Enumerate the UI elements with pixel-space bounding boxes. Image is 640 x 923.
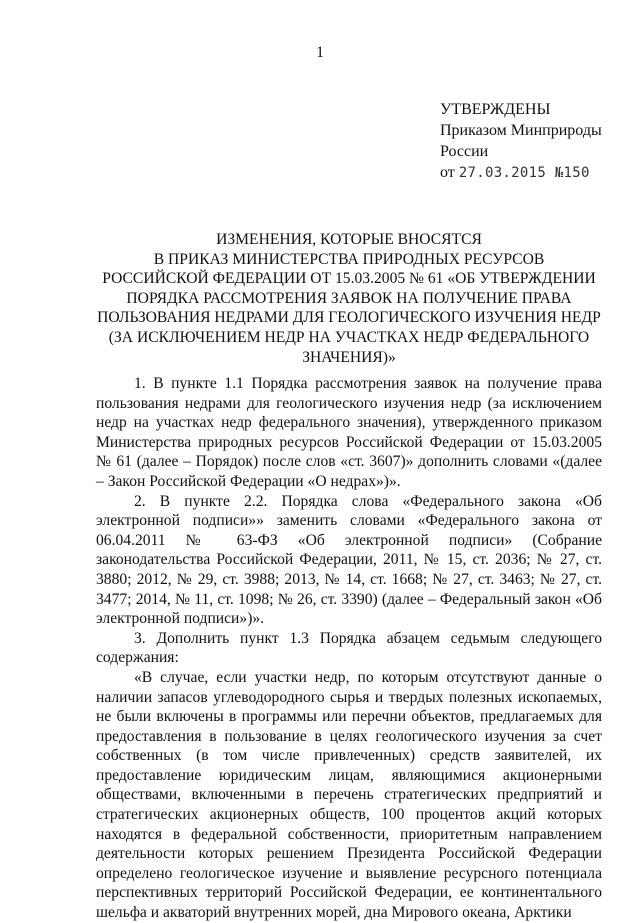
approval-country-line: России bbox=[440, 143, 489, 160]
paragraph-3: 3. Дополнить пункт 1.3 Порядка абзацем седьмым следующего содержания: bbox=[96, 629, 602, 667]
approval-date-line bbox=[440, 162, 630, 184]
title-line: ИЗМЕНЕНИЯ, КОТОРЫЕ ВНОСЯТСЯ bbox=[216, 231, 482, 248]
paragraph-4: «В случае, если участки недр, по которым отсутствуют данные о наличии запасов углеводородного сырья и твердых полезных ископаемых, не были включены в программы или перечни объектов, предлагаемых для предоставления в пользование в целях геологического изучения за счет собственных (в том числе привлеченных) средств заявителей, их предоставление юридическим лицам, являющимися акционерными обществами, включенными в перечень стратегических предприятий и стратегических акционерных обществ, 100 процентов акций которых находятся в федеральной собственности, приоритетным направлением деятельности которых решением Президента Российской Федерации определено геологическое изучение и выявление ресурсного потенциала перспективных территорий Российской Федерации, ее континентального шельфа и акваторий внутренних морей, дна Мирового океана, Арктики bbox=[96, 668, 602, 922]
approval-status: УТВЕРЖДЕНЫ bbox=[440, 101, 551, 118]
approval-block bbox=[440, 99, 630, 184]
approval-date-prefix: от bbox=[440, 164, 455, 181]
title-line: ПОЛЬЗОВАНИЯ НЕДРАМИ ДЛЯ ГЕОЛОГИЧЕСКОГО ИЗУЧЕНИЯ НЕДР bbox=[97, 309, 601, 327]
document-body bbox=[96, 374, 602, 923]
title-line: ЗНАЧЕНИЯ)» bbox=[302, 348, 396, 366]
approval-order-line: Приказом Минприроды bbox=[440, 122, 602, 139]
page-number: 1 bbox=[316, 44, 324, 61]
paragraph-2: 2. В пункте 2.2. Порядка слова «Федерального закона «Об электронной подписи»» заменить словами «Федерального закона от 06.04.2011 № 63-ФЗ «Об электронной подписи» (Собрание законодательства Российской Федерации, 2011, № 15, ст. 2036; № 27, ст. 3880; 2012, № 29, ст. 3988; 2013, № 14, ст. 1668; № 27, ст. 3463; № 27, ст. 3477; 2014, № 11, ст. 1098; № 26, ст. 3390) (далее – Федеральный закон «Об электронной подписи»)». bbox=[96, 492, 602, 628]
document-title bbox=[96, 230, 602, 367]
title-line: В ПРИКАЗ МИНИСТЕРСТВА ПРИРОДНЫХ РЕСУРСОВ bbox=[153, 250, 545, 268]
paragraph-1: 1. В пункте 1.1 Порядка рассмотрения заявок на получение права пользования недрами для геологического изучения недр (за исключением недр на участках недр федерального значения), утвержденного приказом Министерства природных ресурсов Российской Федерации от 15.03.2005 № 61 (далее – Порядок) после слов «ст. 3607)» дополнить словами «(далее – Закон Российской Федерации «О недрах»)». bbox=[96, 375, 602, 490]
title-line: РОССИЙСКОЙ ФЕДЕРАЦИИ ОТ 15.03.2005 № 61 «ОБ УТВЕРЖДЕНИИ bbox=[102, 270, 596, 288]
title-line: ПОРЯДКА РАССМОТРЕНИЯ ЗАЯВОК НА ПОЛУЧЕНИЕ ПРАВА bbox=[126, 289, 572, 307]
approval-date-stamp: 27.03.2015 №150 bbox=[458, 165, 590, 181]
title-line: (ЗА ИСКЛЮЧЕНИЕМ НЕДР НА УЧАСТКАХ НЕДР ФЕДЕРАЛЬНОГО bbox=[108, 328, 590, 346]
